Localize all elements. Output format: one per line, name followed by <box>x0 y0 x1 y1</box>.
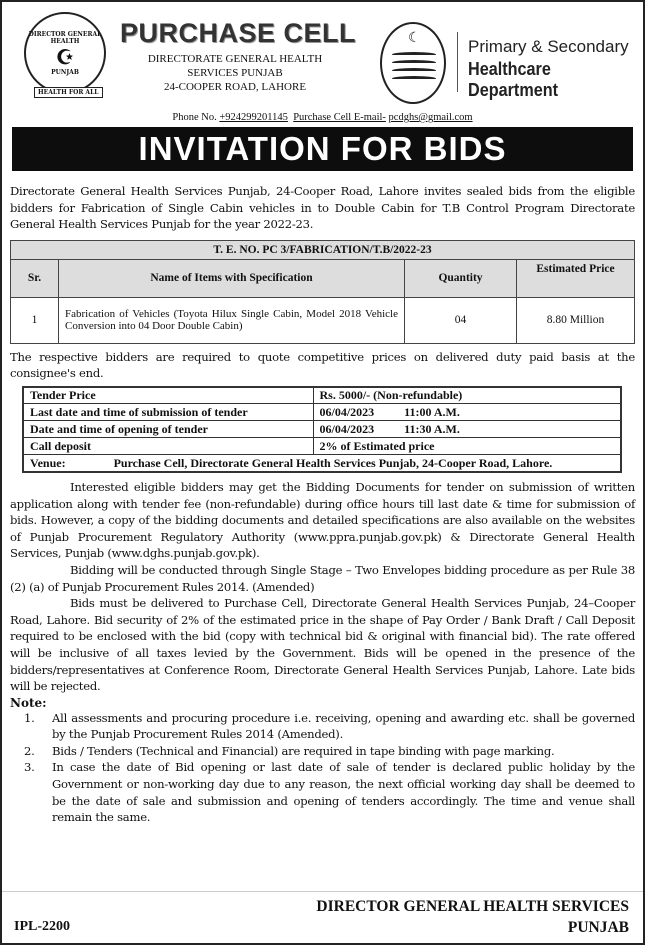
col-header: Sr. <box>11 259 59 297</box>
directorate-address <box>135 52 335 94</box>
cell: Date and time of opening of tender <box>23 421 313 438</box>
cell: 1 <box>11 297 59 343</box>
address-line: DIRECTORATE GENERAL HEALTH <box>147 53 323 65</box>
email-label: Purchase Cell E-mail- <box>293 112 386 123</box>
table-row <box>23 438 621 455</box>
purchase-cell-title: PURCHASE CELL <box>120 18 357 48</box>
table-row <box>11 297 635 343</box>
cell: 06/04/2023 <box>319 404 375 419</box>
notes-list <box>38 710 635 826</box>
table-row <box>23 387 621 404</box>
tender-number: T. E. NO. PC 3/FABRICATION/T.B/2022-23 <box>11 240 635 259</box>
paragraph: Bidding will be conducted through Single Stage – Two Envelopes bidding procedure as per Rule 38 (2) (a) of Punjab Procurement Rules 2014. (Amended) <box>10 562 635 594</box>
logo-motto: HEALTH FOR ALL <box>34 87 103 98</box>
table-row <box>23 404 621 421</box>
email-link[interactable]: pcdghs@gmail.com <box>388 112 473 123</box>
table-row <box>23 421 621 438</box>
signatory-line1: DIRECTOR GENERAL HEALTH SERVICES <box>316 898 629 915</box>
dept-line2: Healthcare Department <box>468 59 559 100</box>
dept-line1: Primary & Secondary <box>468 37 629 56</box>
cell: 11:00 A.M. <box>404 404 460 419</box>
contact-line <box>10 112 635 123</box>
signatory <box>316 896 629 938</box>
venue: Purchase Cell, Directorate General Health Services Punjab, 24-Cooper Road, Lahore. <box>113 455 553 470</box>
cell: 06/04/2023 <box>319 421 375 436</box>
star-crescent-icon: ☪ <box>56 44 74 69</box>
ad-code: IPL-2200 <box>14 919 70 934</box>
quote-note: The respective bidders are required to quote competitive prices on delivered duty paid basis at the consignee's end. <box>10 349 635 381</box>
paragraph: Interested eligible bidders may get the Bidding Documents for tender on submission of written application along with tender fee (non-refundable) during office hours till last date & time for submission of bids. However, a copy of the bidding documents and detailed specifications are also available on the websites of Punjab Procurement Regulatory Authority (www.ppra.punjab.gov.pk) & Directorate General Health Services, Punjab (www.dghs.punjab.gov.pk). <box>10 479 635 561</box>
punjab-emblem-icon: ☾ <box>380 22 446 104</box>
list-item: 3. In case the date of Bid opening or last date of sale of tender is declared public holiday by the Government or non-working day due to any reason, the next official working day shall be deemed to be the date of sale and submission and opening of tenders accordingly. The time and venue shall remain the same. <box>38 759 635 825</box>
logo-text: DIRECTOR GENERAL HEALTH <box>28 30 102 45</box>
header <box>10 2 635 110</box>
tender-details-table <box>22 386 622 473</box>
banner-title: INVITATION FOR BIDS <box>12 127 633 171</box>
signatory-line2: PUNJAB <box>567 919 629 936</box>
dg-health-logo <box>24 12 106 94</box>
address-line: SERVICES PUNJAB <box>187 67 283 79</box>
cell: 04 <box>405 297 517 343</box>
cell: Tender Price <box>23 387 313 404</box>
logo-text: PUNJAB <box>51 68 79 76</box>
cell: 11:30 A.M. <box>404 421 460 436</box>
list-item: 2. Bids / Tenders (Technical and Financial) are required in tape binding with page marking. <box>38 743 635 760</box>
items-table <box>10 240 635 344</box>
note-label: Note: <box>10 695 47 710</box>
phone-number[interactable]: +924299201145 <box>219 112 288 123</box>
col-header: Name of Items with Specification <box>59 259 405 297</box>
paragraph: Bids must be delivered to Purchase Cell, Directorate General Health Services Punjab, 24–Cooper Road, Lahore. Bid security of 2% of the estimated price in the shape of Pay Order / Bank Draft / Call Deposit required to be enclosed with the bid (copy with technical bid & original with financial bid). The rate offered will be inclusive of all taxes levied by the Government. Bids will be opened in the presence of the bidders/representatives at Conference Room, Directorate General Health Services Punjab, Lahore. Late bids will be rejected. <box>10 596 635 694</box>
address-line: 24-COOPER ROAD, LAHORE <box>163 81 307 93</box>
col-header: Estimated Price <box>517 259 635 297</box>
cell: Fabrication of Vehicles (Toyota Hilux Single Cabin, Model 2018 Vehicle Conversion into 04 Door Double Cabin) <box>59 297 405 343</box>
cell: 8.80 Million <box>517 297 635 343</box>
footer <box>2 891 643 943</box>
cell: 2% of Estimated price <box>319 438 435 453</box>
table-row <box>23 455 621 472</box>
phone-label: Phone No. <box>172 112 217 123</box>
department-name <box>468 37 635 101</box>
venue-label: Venue: <box>30 455 66 470</box>
divider <box>457 32 458 92</box>
cell: Rs. 5000/- (Non-refundable) <box>319 388 463 403</box>
intro-paragraph: Directorate General Health Services Punjab, 24-Cooper Road, Lahore invites sealed bids from the eligible bidders for Fabrication of Single Cabin vehicles in to Double Cabin for T.B Control Program Directorate General Health Services Punjab for the year 2022-23. <box>10 184 635 232</box>
cell: Last date and time of submission of tender <box>23 404 313 421</box>
cell: Call deposit <box>23 438 313 455</box>
list-item: 1. All assessments and procuring procedure i.e. receiving, opening and awarding etc. shall be governed by the Punjab Procurement Rules 2014 (Amended). <box>38 710 635 743</box>
col-header: Quantity <box>405 259 517 297</box>
